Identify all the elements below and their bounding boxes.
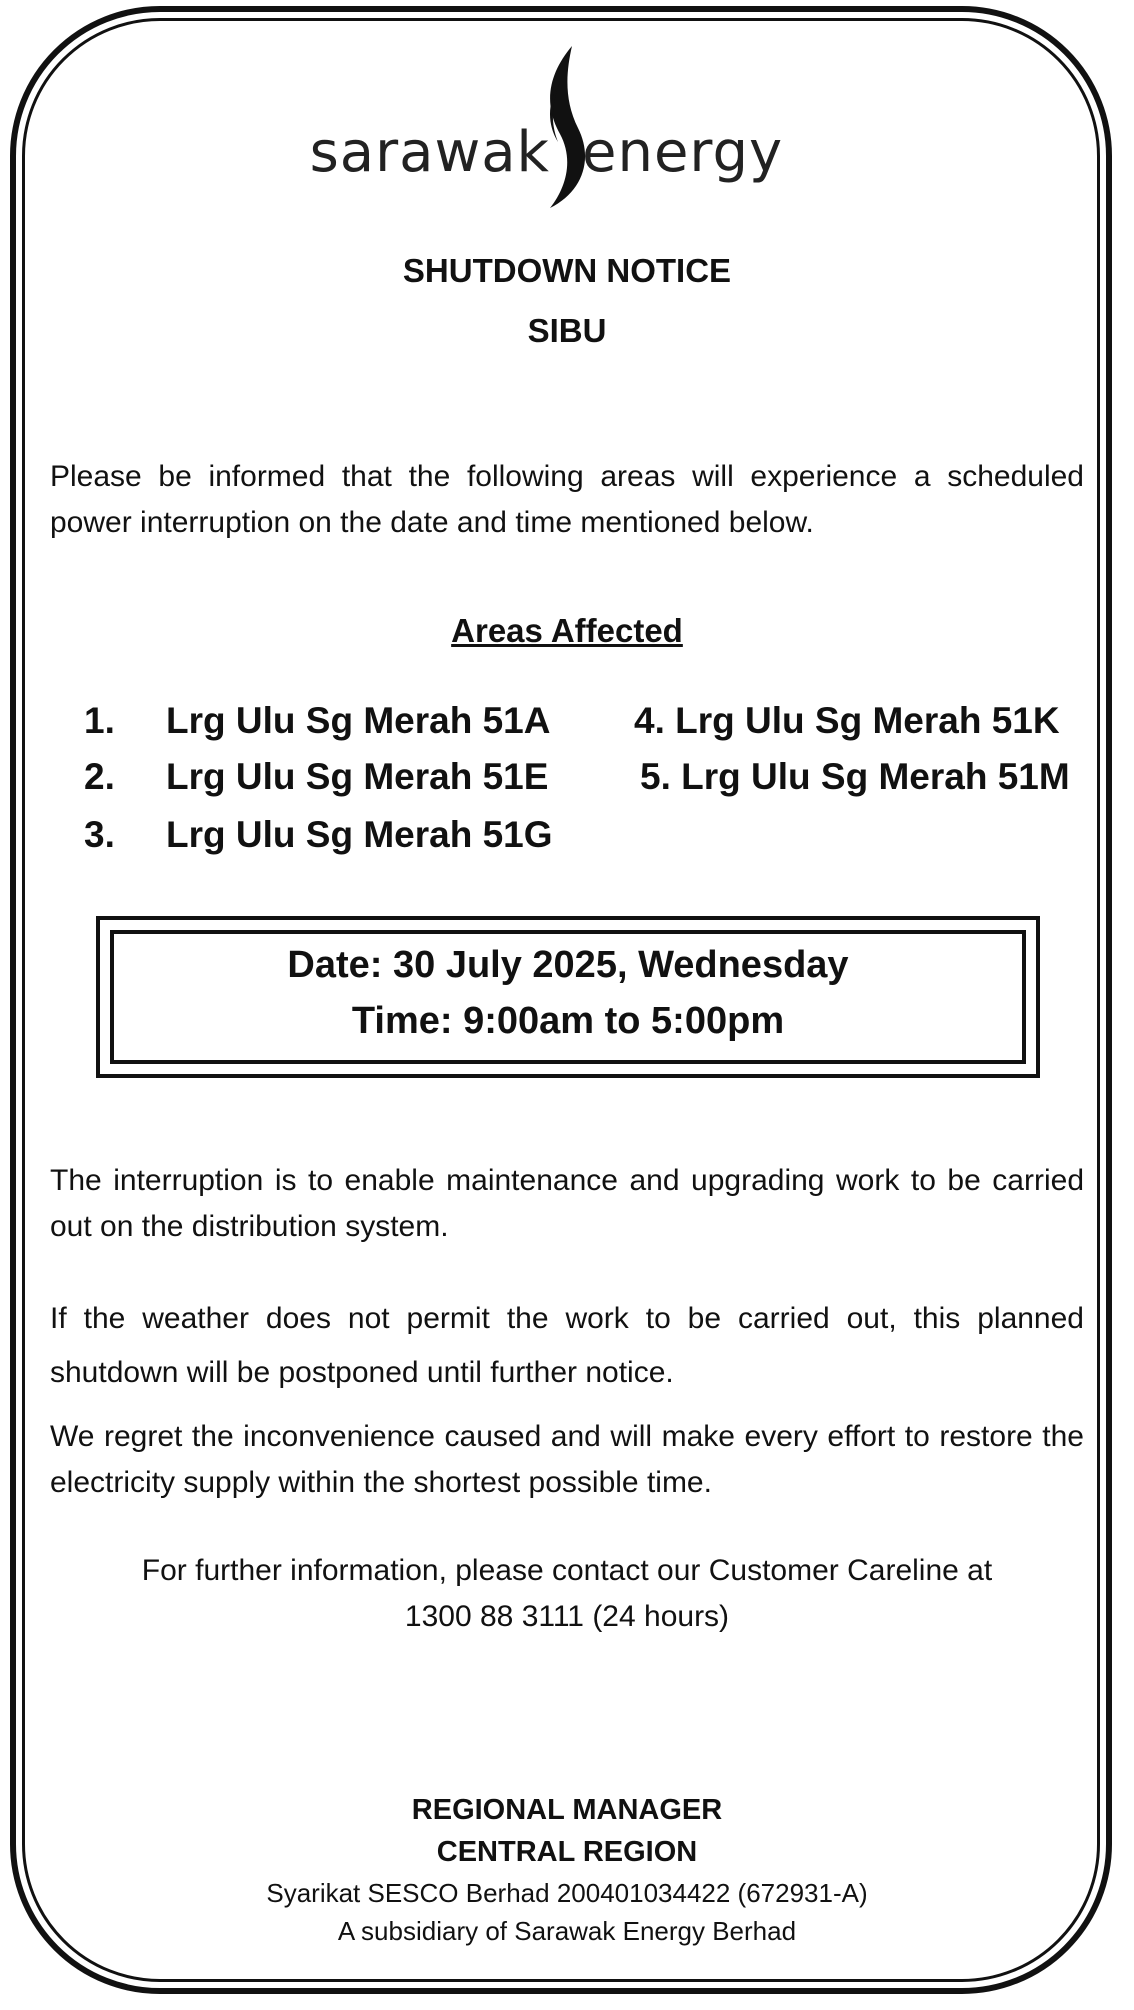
notice-location: SIBU — [527, 312, 607, 349]
area-number: 5. — [640, 756, 671, 797]
schedule-box-inner — [110, 930, 1026, 1064]
company-parent: A subsidiary of Sarawak Energy Berhad — [337, 1916, 797, 1946]
notice-title: SHUTDOWN NOTICE — [402, 252, 732, 289]
contact-line: For further information, please contact our Customer Careline at — [141, 1554, 993, 1587]
area-name: Lrg Ulu Sg Merah 51K — [675, 700, 1060, 741]
area-item-5 — [640, 756, 1070, 798]
schedule-time: Time: 9:00am to 5:00pm — [351, 1000, 785, 1042]
areas-heading: Areas Affected — [451, 612, 683, 649]
area-item-4 — [634, 700, 1060, 742]
signatory-role: REGIONAL MANAGER — [411, 1794, 723, 1826]
area-name: Lrg Ulu Sg Merah 51M — [681, 756, 1070, 797]
careline-number: 1300 88 3111 (24 hours) — [404, 1600, 730, 1633]
schedule-box — [96, 916, 1040, 1078]
schedule-date: Date: 30 July 2025, Wednesday — [287, 944, 849, 986]
logo-text-energy: energy — [582, 120, 784, 185]
area-name: Lrg Ulu Sg Merah 51G — [166, 814, 553, 855]
area-number: 2. — [84, 756, 115, 797]
signatory-region: CENTRAL REGION — [436, 1836, 698, 1868]
sarawak-energy-logo — [0, 42, 1134, 212]
reason-paragraph: The interruption is to enable maintenance and upgrading work to be carried out on the distribution system. — [50, 1164, 1084, 1243]
weather-paragraph: If the weather does not permit the work to be carried out, this planned shutdown will be postponed until further notice. — [50, 1302, 1084, 1389]
area-number: 1. — [84, 700, 115, 741]
area-number: 4. — [634, 700, 665, 741]
logo-text-sarawak: sarawak — [309, 120, 550, 185]
area-name: Lrg Ulu Sg Merah 51A — [166, 700, 551, 741]
intro-paragraph: Please be informed that the following areas will experience a scheduled power interruption on the date and time mentioned below. — [50, 460, 1084, 539]
company-registration: Syarikat SESCO Berhad 200401034422 (672931-A) — [266, 1878, 868, 1908]
area-name: Lrg Ulu Sg Merah 51E — [166, 756, 549, 797]
area-number: 3. — [84, 814, 115, 855]
regret-paragraph: We regret the inconvenience caused and will make every effort to restore the electricity supply within the shortest possible time. — [50, 1420, 1084, 1499]
